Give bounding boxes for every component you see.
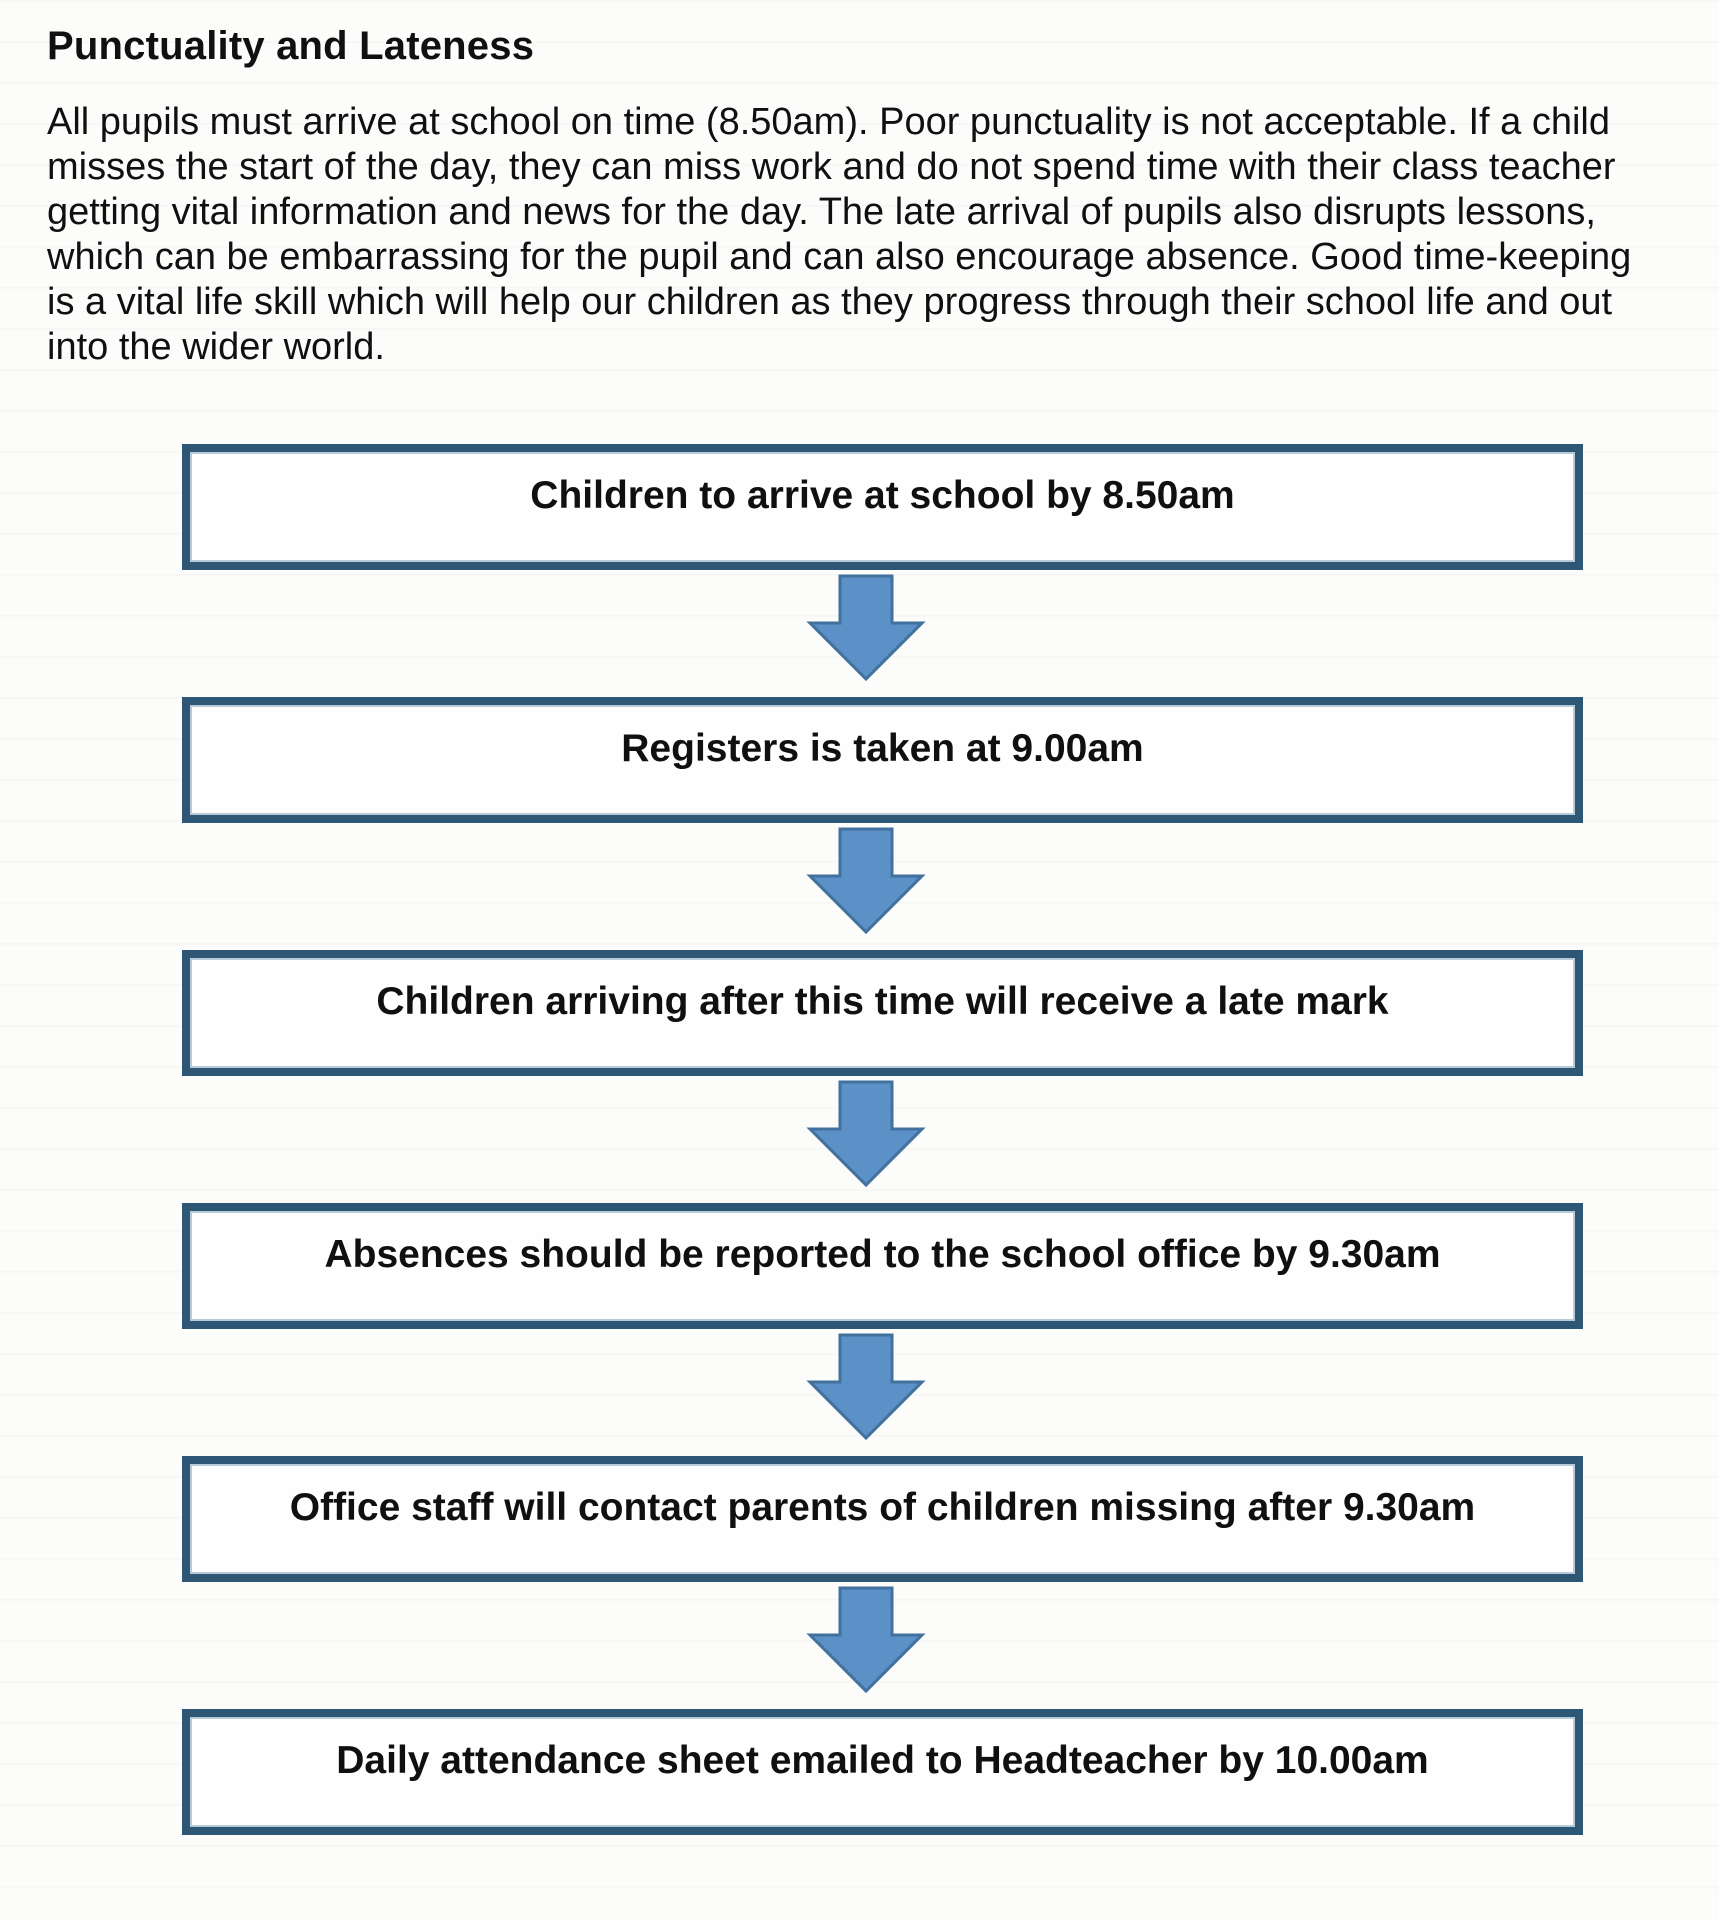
flow-step-2 — [182, 697, 1583, 823]
flow-step-6-label: Daily attendance sheet emailed to Headteacher by 10.00am — [336, 1739, 1429, 1782]
punctuality-flowchart — [182, 444, 1583, 1835]
flow-step-5 — [182, 1456, 1583, 1582]
flow-step-4 — [182, 1203, 1583, 1329]
flow-step-3 — [182, 950, 1583, 1076]
flow-step-2-label: Registers is taken at 9.00am — [621, 727, 1144, 770]
down-arrow-icon — [165, 1329, 1566, 1456]
flow-step-1-label: Children to arrive at school by 8.50am — [530, 474, 1235, 517]
down-arrow-icon — [165, 570, 1566, 697]
down-arrow-icon — [165, 1582, 1566, 1709]
flow-step-1 — [182, 444, 1583, 570]
intro-paragraph: All pupils must arrive at school on time (8.50am). Poor punctuality is not acceptable. If a child misses the start of the day, they can miss work and do not spend time with their class teacher getting vital information and news for the day. The late arrival of pupils also disrupts lessons, which can be embarrassing for the pupil and can also encourage absence. Good time-keeping is a vital life skill which will help our children as they progress through their school life and out into the wider world. — [47, 101, 1632, 368]
down-arrow-icon — [165, 1076, 1566, 1203]
flow-step-4-label: Absences should be reported to the school office by 9.30am — [324, 1233, 1441, 1276]
flow-step-3-label: Children arriving after this time will receive a late mark — [376, 980, 1389, 1023]
down-arrow-icon — [165, 823, 1566, 950]
flow-step-5-label: Office staff will contact parents of children missing after 9.30am — [289, 1486, 1476, 1529]
page-title: Punctuality and Lateness — [47, 24, 535, 68]
flow-step-6 — [182, 1709, 1583, 1835]
